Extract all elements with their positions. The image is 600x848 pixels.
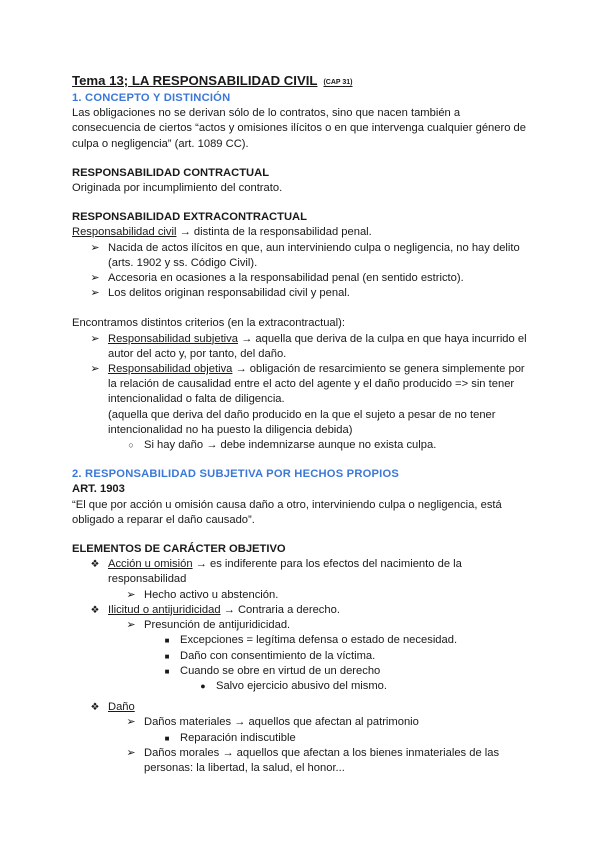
list-item-objetiva	[72, 362, 532, 377]
list-item	[72, 438, 532, 453]
list-item-text: (arts. 1902 y ss. Código Civil).	[108, 256, 258, 269]
list-item-continuation	[72, 377, 532, 392]
dot-bullet-icon: ●	[200, 680, 206, 691]
list-item	[72, 679, 532, 694]
list-item	[72, 731, 532, 746]
arrow-bullet-icon: ➢	[126, 619, 136, 632]
list-item-text: responsabilidad	[108, 573, 187, 586]
arrow-bullet-icon: ➢	[90, 363, 100, 376]
extracontractual-heading: RESPONSABILIDAD EXTRACONTRACTUAL	[72, 211, 307, 224]
list-item-text: intencionalidad no ha puesto la diligencia debida)	[108, 423, 353, 436]
intro-line-2: consecuencia de ciertos “actos y omisiones ilícitos o en que intervenga cualquier género de	[72, 122, 526, 135]
list-item-text: Cuando se obre en virtud de un derecho	[180, 664, 381, 677]
list-item-text: personas: la libertad, la salud, el honor...	[144, 761, 345, 774]
contractual-text: Originada por incumplimiento del contrato.	[72, 182, 283, 195]
list-item	[72, 271, 532, 286]
page-title	[72, 73, 532, 91]
list-item-continuation	[72, 761, 532, 776]
square-bullet-icon: ■	[164, 636, 170, 646]
definition-term: Responsabilidad civil	[72, 226, 177, 239]
list-item	[72, 746, 532, 761]
list-item	[72, 588, 532, 603]
list-item-text: Daños morales → aquellos que afectan a los bienes inmateriales de las	[144, 746, 500, 759]
diamond-bullet-icon: ❖	[90, 604, 100, 616]
arrow-bullet-icon: ➢	[90, 241, 100, 254]
arrow-bullet-icon: ➢	[90, 332, 100, 345]
list-item-continuation	[72, 408, 532, 423]
list-item-dano	[72, 700, 532, 715]
list-item-text: (aquella que deriva del daño producido en la que el sujeto a pesar de no tener	[108, 408, 496, 421]
list-item-text: Salvo ejercicio abusivo del mismo.	[216, 679, 387, 692]
arrow-bullet-icon: ➢	[126, 716, 136, 729]
definition-rest: → distinta de la responsabilidad penal.	[176, 226, 372, 239]
dano-term: Daño	[108, 701, 135, 714]
extracontractual-definition	[72, 225, 532, 240]
document-body	[72, 73, 532, 776]
list-item-text: Nacida de actos ilícitos en que, aun interviniendo culpa o negligencia, no hay delito	[108, 241, 520, 254]
square-bullet-icon: ■	[164, 651, 170, 661]
list-item-text: Si hay daño → debe indemnizarse aunque no exista culpa.	[144, 439, 437, 452]
list-item	[72, 664, 532, 679]
circle-bullet-icon: ○	[128, 440, 134, 451]
intro-line-1: Las obligaciones no se derivan sólo de lo contratos, sino que nacen también a	[72, 107, 461, 120]
accion-rest: → es indiferente para los efectos del nacimiento de la	[192, 558, 462, 571]
ilicitud-rest: → Contraria a derecho.	[220, 603, 340, 616]
list-item-text: Presunción de antijuridicidad.	[144, 619, 291, 632]
article-label: ART. 1903	[72, 483, 125, 496]
list-item-text: autor del acto y, por tanto, del daño.	[108, 347, 287, 360]
diamond-bullet-icon: ❖	[90, 702, 100, 714]
list-item	[72, 618, 532, 633]
diamond-bullet-icon: ❖	[90, 559, 100, 571]
subjetiva-term: Responsabilidad subjetiva	[108, 332, 238, 345]
intro-line-3: culpa o negligencia” (art. 1089 CC).	[72, 137, 249, 150]
list-item-text: Daños materiales → aquellos que afectan al patrimonio	[144, 716, 419, 729]
objetiva-term: Responsabilidad objetiva	[108, 363, 233, 376]
article-quote-line-2: obligado a reparar el daño causado”.	[72, 513, 255, 526]
list-item-text: Reparación indiscutible	[180, 731, 296, 744]
list-item-text: Daño con consentimiento de la víctima.	[180, 649, 376, 662]
contractual-heading: RESPONSABILIDAD CONTRACTUAL	[72, 166, 270, 179]
list-item	[72, 633, 532, 648]
list-item	[72, 715, 532, 730]
list-item-continuation	[72, 256, 532, 271]
elementos-heading: ELEMENTOS DE CARÁCTER OBJETIVO	[72, 543, 286, 556]
list-item-ilicitud	[72, 603, 532, 618]
list-item-text: Excepciones = legítima defensa o estado de necesidad.	[180, 634, 458, 647]
list-item	[72, 649, 532, 664]
title-text: Tema 13; LA RESPONSABILIDAD CIVIL	[72, 73, 318, 88]
list-item-subjetiva	[72, 332, 532, 347]
square-bullet-icon: ■	[164, 666, 170, 676]
arrow-bullet-icon: ➢	[126, 746, 136, 759]
subjetiva-rest: → aquella que deriva de la culpa en que haya incurrido el	[237, 332, 527, 345]
list-item-text: Los delitos originan responsabilidad civil y penal.	[108, 287, 350, 300]
section-2-heading: 2. RESPONSABILIDAD SUBJETIVA POR HECHOS PROPIOS	[72, 468, 400, 481]
list-item	[72, 286, 532, 301]
list-item-text: intencionalidad o falta de diligencia.	[108, 393, 285, 406]
arrow-bullet-icon: ➢	[90, 287, 100, 300]
list-item-continuation	[72, 423, 532, 438]
ilicitud-term: Ilicitud o antijuridicidad	[108, 603, 221, 616]
accion-term: Acción u omisión	[108, 558, 193, 571]
criteria-intro: Encontramos distintos criterios (en la extracontractual):	[72, 317, 345, 330]
objetiva-rest: → obligación de resarcimiento se genera simplemente por	[232, 363, 525, 376]
list-item-text: la relación de causalidad entre el acto del agente y el daño producido => sin tener	[108, 378, 515, 391]
list-item-continuation	[72, 572, 532, 587]
section-1-heading: 1. CONCEPTO Y DISTINCIÓN	[72, 92, 231, 104]
list-item	[72, 241, 532, 256]
list-item-continuation	[72, 347, 532, 362]
chapter-ref: (CAP 31)	[323, 79, 353, 86]
arrow-bullet-icon: ➢	[126, 588, 136, 601]
square-bullet-icon: ■	[164, 733, 170, 743]
article-quote-line-1: “El que por acción u omisión causa daño a otro, interviniendo culpa o negligencia, está	[72, 498, 502, 511]
arrow-bullet-icon: ➢	[90, 272, 100, 285]
list-item-text: Accesoria en ocasiones a la responsabilidad penal (en sentido estricto).	[108, 272, 464, 285]
list-item-continuation	[72, 392, 532, 407]
list-item-accion	[72, 557, 532, 572]
list-item-text: Hecho activo u abstención.	[144, 588, 279, 601]
